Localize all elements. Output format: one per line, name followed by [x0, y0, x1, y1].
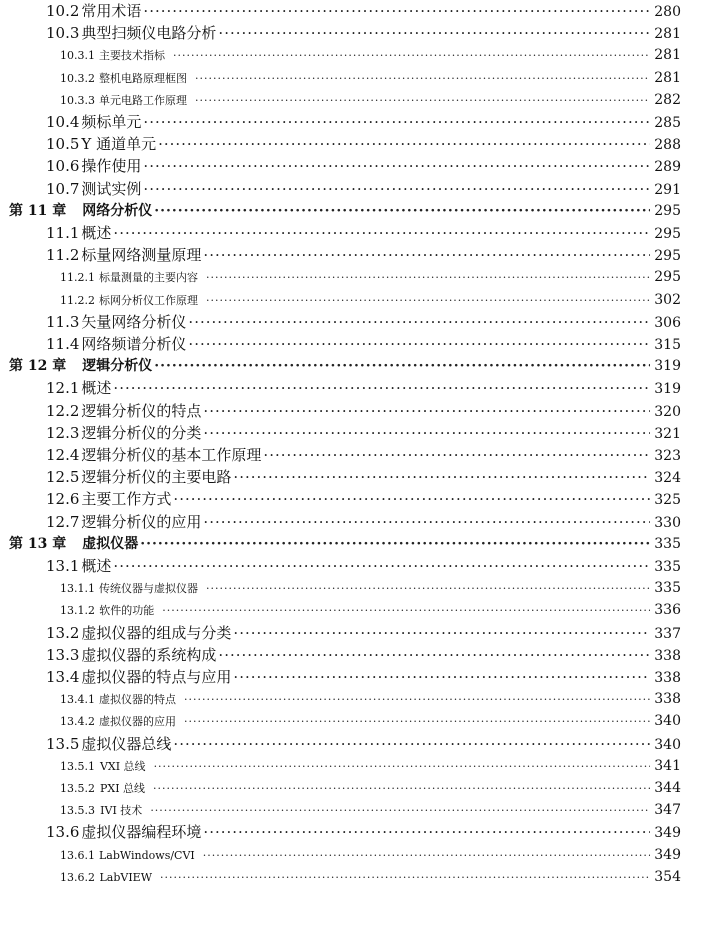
- entry-number: 10.2: [46, 2, 80, 20]
- page-number: 289: [654, 159, 681, 176]
- page-number: 341: [654, 757, 681, 774]
- entry-number: 12.3: [46, 423, 80, 442]
- entry-title: 主要技术指标: [99, 49, 165, 63]
- dot-leader: [154, 200, 650, 222]
- page-number: 325: [654, 492, 681, 509]
- toc-section-entry[interactable]: [46, 821, 681, 843]
- entry-title: 常用术语: [81, 2, 142, 20]
- entry-number: 第 11 章: [9, 202, 67, 219]
- toc-section-entry[interactable]: [46, 0, 681, 22]
- entry-title: 逻辑分析仪的特点: [81, 401, 202, 420]
- entry-number: 13.3: [46, 645, 80, 664]
- entry-number: 11.4: [46, 335, 80, 353]
- dot-leader: [154, 756, 651, 778]
- entry-title: 虚拟仪器编程环境: [81, 823, 202, 842]
- page-number: 295: [654, 269, 681, 286]
- page-number: 285: [654, 115, 681, 131]
- dot-leader: [140, 533, 650, 555]
- page-number: 281: [654, 47, 681, 64]
- entry-number: 12.7: [46, 512, 80, 531]
- dot-leader: [188, 311, 650, 333]
- entry-number: 第 13 章: [9, 535, 67, 552]
- entry-number: 12.2: [46, 401, 80, 420]
- toc-section-entry[interactable]: [46, 622, 681, 644]
- entry-number: 13.6.1: [60, 848, 95, 862]
- entry-title: 虚拟仪器的组成与分类: [81, 623, 232, 642]
- entry-number: 13.1.1: [60, 582, 95, 596]
- entry-title: 单元电路工作原理: [99, 93, 187, 107]
- entry-number: 11.1: [46, 224, 80, 242]
- entry-title: 概述: [81, 379, 112, 398]
- entry-number: 10.7: [46, 179, 80, 198]
- toc-subsection-entry[interactable]: [60, 577, 681, 599]
- dot-leader: [233, 466, 650, 488]
- page-number: 295: [654, 226, 681, 242]
- toc-subsection-entry[interactable]: [60, 289, 681, 311]
- entry-title: 逻辑分析仪: [82, 358, 153, 375]
- toc-section-entry[interactable]: [46, 333, 681, 355]
- page-number: 302: [654, 291, 681, 308]
- dot-leader: [154, 355, 650, 377]
- dot-leader: [263, 444, 650, 466]
- toc-section-entry[interactable]: [46, 733, 681, 755]
- page-number: 349: [654, 825, 681, 842]
- page-number: 349: [654, 846, 681, 863]
- dot-leader: [203, 845, 651, 867]
- dot-leader: [206, 267, 650, 289]
- page-number: 340: [654, 736, 681, 753]
- toc-subsection-entry[interactable]: [60, 710, 681, 732]
- toc-section-entry[interactable]: [46, 644, 681, 666]
- page-number: 295: [654, 248, 681, 265]
- toc-section-entry[interactable]: [46, 222, 681, 244]
- page-number: 338: [654, 647, 681, 664]
- page-number: 354: [654, 868, 681, 885]
- toc-section-entry[interactable]: [46, 311, 681, 333]
- entry-title: 网络分析仪: [82, 202, 153, 219]
- toc-chapter-entry[interactable]: [9, 533, 681, 555]
- toc-section-entry[interactable]: [46, 400, 681, 422]
- page-number: 324: [654, 470, 681, 487]
- dot-leader: [143, 155, 650, 177]
- entry-title: 网络频谱分析仪: [81, 335, 187, 353]
- entry-number: 10.3.2: [60, 71, 95, 85]
- dot-leader: [173, 733, 650, 755]
- toc-section-entry[interactable]: [46, 178, 681, 200]
- entry-title: 传统仪器与虚拟仪器: [99, 582, 198, 596]
- dot-leader: [173, 488, 650, 510]
- entry-title: 软件的功能: [99, 604, 155, 618]
- entry-number: 10.3: [46, 24, 80, 43]
- toc-subsection-entry[interactable]: [60, 844, 681, 866]
- page-number: 337: [654, 625, 681, 642]
- toc-subsection-entry[interactable]: [60, 755, 681, 777]
- entry-number: 10.4: [46, 113, 80, 131]
- toc-section-entry[interactable]: [46, 244, 681, 266]
- entry-number: 10.3.1: [60, 49, 95, 63]
- toc-section-entry[interactable]: [46, 22, 681, 44]
- dot-leader: [184, 689, 650, 711]
- entry-title: 标量测量的主要内容: [99, 271, 198, 285]
- toc-section-entry[interactable]: [46, 133, 681, 155]
- entry-title: VXI 总线: [99, 759, 146, 773]
- entry-title: 虚拟仪器总线: [81, 734, 172, 753]
- page-number: 319: [654, 358, 681, 375]
- toc-subsection-entry[interactable]: [60, 866, 681, 888]
- dot-leader: [143, 111, 650, 133]
- entry-number: 12.6: [46, 490, 80, 509]
- toc-subsection-entry[interactable]: [60, 266, 681, 288]
- toc-subsection-entry[interactable]: [60, 599, 681, 621]
- toc-section-entry[interactable]: [46, 444, 681, 466]
- entry-title: 虚拟仪器: [82, 535, 139, 552]
- page-number: 347: [654, 802, 681, 819]
- dot-leader: [203, 244, 650, 266]
- toc-subsection-entry[interactable]: [60, 67, 681, 89]
- dot-leader: [195, 68, 650, 90]
- page-number: 281: [654, 26, 681, 43]
- dot-leader: [162, 600, 650, 622]
- toc-subsection-entry[interactable]: [60, 688, 681, 710]
- entry-number: 11.2.1: [60, 271, 95, 285]
- entry-number: 第 12 章: [9, 358, 67, 375]
- entry-title: 测试实例: [81, 179, 142, 198]
- dot-leader: [195, 90, 650, 112]
- dot-leader: [233, 666, 650, 688]
- entry-number: 11.2.2: [60, 293, 95, 307]
- dot-leader: [113, 377, 650, 399]
- dot-leader: [218, 644, 650, 666]
- entry-title: 虚拟仪器的应用: [99, 715, 176, 729]
- toc-subsection-entry[interactable]: [60, 777, 681, 799]
- entry-number: 13.1.2: [60, 604, 95, 618]
- dot-leader: [160, 867, 650, 889]
- entry-title: 整机电路原理框图: [99, 71, 187, 85]
- entry-title: 频标单元: [81, 113, 142, 131]
- dot-leader: [203, 422, 650, 444]
- entry-title: 概述: [81, 557, 112, 575]
- page-number: 344: [654, 780, 681, 796]
- entry-number: 13.4.1: [60, 693, 95, 707]
- entry-title: 操作使用: [81, 157, 142, 176]
- entry-title: 虚拟仪器的特点: [99, 693, 176, 707]
- entry-title: 矢量网络分析仪: [81, 312, 187, 331]
- entry-number: 10.5: [46, 135, 80, 154]
- entry-number: 11.2: [46, 246, 80, 265]
- page-number: 281: [654, 69, 681, 86]
- toc-section-entry[interactable]: [46, 377, 681, 399]
- dot-leader: [203, 821, 650, 843]
- toc-section-entry[interactable]: [46, 111, 681, 133]
- entry-number: 13.5.1: [60, 759, 95, 773]
- dot-leader: [173, 45, 650, 67]
- page-number: 280: [654, 4, 681, 20]
- entry-title: 主要工作方式: [81, 490, 172, 509]
- entry-number: 10.3.3: [60, 93, 95, 107]
- entry-number: 13.4.2: [60, 715, 95, 729]
- entry-number: 13.5.3: [60, 804, 95, 818]
- dot-leader: [113, 222, 650, 244]
- page-number: 338: [654, 691, 681, 708]
- toc-chapter-entry[interactable]: [9, 355, 681, 377]
- dot-leader: [218, 22, 650, 44]
- page-number: 335: [654, 580, 681, 597]
- entry-number: 13.5: [46, 734, 80, 753]
- dot-leader: [113, 555, 650, 577]
- dot-leader: [184, 711, 650, 733]
- toc-subsection-entry[interactable]: [60, 44, 681, 66]
- page-number: 291: [654, 181, 681, 198]
- entry-number: 10.6: [46, 157, 80, 176]
- toc-section-entry[interactable]: [46, 488, 681, 510]
- page-number: 315: [654, 337, 681, 353]
- page-number: 282: [654, 91, 681, 108]
- page-number: 319: [654, 381, 681, 398]
- entry-number: 13.2: [46, 623, 80, 642]
- dot-leader: [206, 578, 650, 600]
- toc-section-entry[interactable]: [46, 466, 681, 488]
- entry-title: LabVIEW: [99, 870, 152, 884]
- entry-number: 11.3: [46, 312, 80, 331]
- entry-number: 12.4: [46, 446, 80, 464]
- page-number: 336: [654, 602, 681, 619]
- entry-number: 13.1: [46, 557, 80, 575]
- entry-title: 虚拟仪器的特点与应用: [81, 668, 232, 686]
- entry-title: 概述: [81, 224, 112, 242]
- dot-leader: [158, 133, 650, 155]
- entry-title: 虚拟仪器的系统构成: [81, 645, 217, 664]
- entry-number: 12.1: [46, 379, 80, 398]
- page-number: 340: [654, 713, 681, 730]
- toc-section-entry[interactable]: [46, 511, 681, 533]
- toc-subsection-entry[interactable]: [60, 89, 681, 111]
- dot-leader: [188, 333, 650, 355]
- toc-section-entry[interactable]: [46, 422, 681, 444]
- entry-title: 逻辑分析仪的主要电路: [81, 468, 232, 487]
- page-number: 295: [654, 202, 681, 219]
- toc-section-entry[interactable]: [46, 555, 681, 577]
- page-number: 338: [654, 670, 681, 686]
- dot-leader: [206, 290, 650, 312]
- entry-title: LabWindows/CVI: [99, 848, 195, 862]
- toc-section-entry[interactable]: [46, 666, 681, 688]
- entry-title: 典型扫频仪电路分析: [81, 24, 217, 43]
- toc-section-entry[interactable]: [46, 155, 681, 177]
- page-number: 330: [654, 514, 681, 531]
- entry-title: 逻辑分析仪的分类: [81, 423, 202, 442]
- dot-leader: [203, 400, 650, 422]
- page-number: 335: [654, 559, 681, 575]
- entry-number: 12.5: [46, 468, 80, 487]
- entry-number: 13.4: [46, 668, 80, 686]
- entry-number: 13.6.2: [60, 870, 95, 884]
- toc-subsection-entry[interactable]: [60, 799, 681, 821]
- entry-title: 标量网络测量原理: [81, 246, 202, 265]
- entry-title: 逻辑分析仪的应用: [81, 512, 202, 531]
- page-number: 321: [654, 425, 681, 442]
- entry-title: 逻辑分析仪的基本工作原理: [81, 446, 262, 464]
- dot-leader: [233, 622, 650, 644]
- dot-leader: [143, 178, 650, 200]
- dot-leader: [203, 511, 650, 533]
- page-number: 335: [654, 535, 681, 552]
- toc-chapter-entry[interactable]: [9, 200, 681, 222]
- dot-leader: [143, 0, 650, 22]
- entry-number: 13.5.2: [60, 782, 95, 795]
- entry-title: IVI 技术: [100, 804, 143, 818]
- page-number: 320: [654, 403, 681, 420]
- dot-leader: [153, 778, 650, 800]
- page-number: 306: [654, 314, 681, 331]
- page-number: 323: [654, 448, 681, 464]
- entry-title: Y 通道单元: [81, 135, 157, 154]
- dot-leader: [150, 800, 650, 822]
- entry-title: PXI 总线: [99, 782, 146, 795]
- page-number: 288: [654, 137, 681, 154]
- entry-title: 标网分析仪工作原理: [99, 293, 198, 307]
- entry-number: 13.6: [46, 823, 80, 842]
